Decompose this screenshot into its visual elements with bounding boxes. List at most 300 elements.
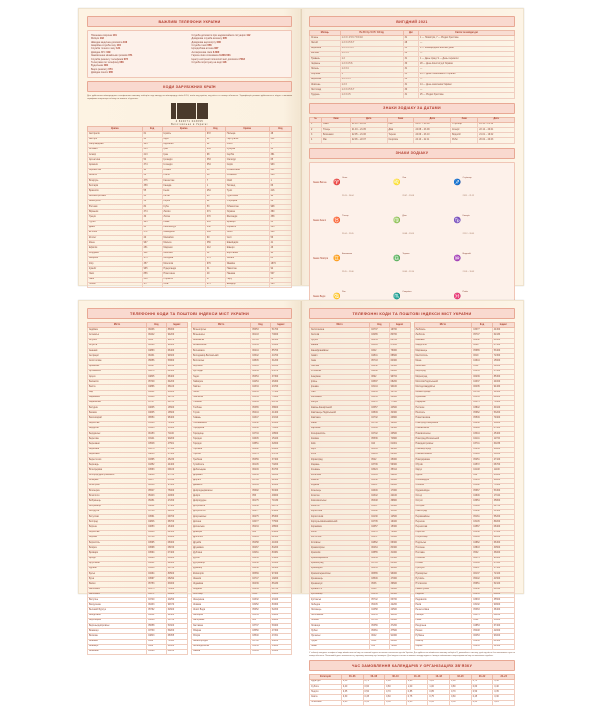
table-cell: 03357 [370,406,389,411]
zodiac-sign [333,165,390,201]
table-cell: 28 [403,41,418,46]
barcode-number: 4 820071 023695 [175,120,204,124]
table-cell: Армéнія [88,163,143,168]
phone-entry: Служба точного часу 121 [91,47,121,51]
table-cell: Почаїв [414,561,472,566]
table-cell: 42200 [389,603,410,608]
table-cell: 63700 [389,598,410,603]
table-cell: 09700 [166,515,187,520]
table-cell: 08200 [389,380,410,385]
table-cell: Керч [310,447,370,452]
table-cell: 44500 [389,406,410,411]
zodiac-sign-dates: 22.05 – 21.06 [341,271,354,274]
table-cell: 89200 [492,520,514,525]
table-cell: — [418,88,514,93]
table-cell: 37400 [270,457,291,462]
table-cell: 1,00 [406,685,428,690]
table-cell: Дрогобич [192,535,251,540]
table-cell: 05234 [251,525,271,530]
table-cell: Вендичани [88,613,147,618]
table-cell: 1 — Новий рік, 7 — Різдво Христове [418,36,514,41]
table-cell: 94200 [166,333,187,338]
table-cell: 81400 [492,639,514,644]
table-cell: 04867 [370,483,389,488]
table-cell: 359 [142,184,162,189]
column-header: Країна [225,127,269,132]
table-cell: Марокко [162,246,205,251]
table-cell: 31000 [389,551,410,556]
banner-tariff: ЧАС ЗАМОВЛЕННЯ КАЛЕНДАРІВ У ОРГАНІЗАЦІЯХ ЗВ'ЯЗКУ [309,660,515,671]
table-cell: Македонія [162,230,205,235]
table-cell: 12500 [389,515,410,520]
table-cell: 08600 [166,592,187,597]
column-header: Індекс [389,323,410,328]
table-cell: 99702 [389,374,410,379]
table-cell: 1 2 3 4 [340,51,403,56]
table-cell: 08292 [166,577,187,582]
table-cell: Алушта [88,343,147,348]
calendar-table [309,30,515,98]
table-cell: 19100 [492,390,514,395]
table-cell: 41000 [270,540,291,545]
table-cell: 0564 [370,587,389,592]
table-cell: 375 [142,179,162,184]
table-cell: 7 [269,142,291,147]
table-cell: Баранівка [88,395,147,400]
table-cell: 17044 [492,494,514,499]
table-cell: 44700 [270,354,291,359]
table-cell: 0619 [472,354,492,359]
zodiac-sign-text [463,241,475,277]
banner-city-codes-right: ТЕЛЕФОННІ КОДИ ТА ПОШТОВІ ІНДЕКСИ МІСТ УКРАЇНИ [309,308,515,319]
table-cell: 05662 [472,411,492,416]
table-cell: 044 [370,442,389,447]
table-cell: 25000 [389,457,410,462]
table-cell: 98676 [166,338,187,343]
table-cell: 05445 [370,603,389,608]
table-cell: Коростень [310,509,370,514]
table-cell: 04572 [472,463,492,468]
table-cell: 05693 [472,452,492,457]
table-cell: 06239 [370,556,389,561]
table-cell: 05743 [370,359,389,364]
city-table-b [191,322,292,655]
table-cell: Олександрія [414,478,472,483]
table-cell: Алжир [88,153,143,158]
table-cell: 0322 [147,639,167,644]
table-cell: Луганськ [310,634,370,639]
table-cell: 51600 [166,623,187,628]
table-cell: Глобине [192,406,251,411]
table-cell: Джанкой [192,483,251,488]
table-cell: Рівне [414,618,472,623]
table-cell: 41 [269,241,291,246]
table-cell: 04143 [147,426,167,431]
table-cell: 03550 [251,629,271,634]
table-row [88,282,292,287]
table-cell: 98500 [166,343,187,348]
table-cell: 995 [142,220,162,225]
table-cell: 04332 [251,598,271,603]
table-cell: 76000 [389,349,410,354]
table-cell: 82070 [270,504,291,509]
zodiac-sign-name: Терези [402,253,410,256]
table-cell: 44 [142,194,162,199]
table-cell: Острог [414,499,472,504]
phone-entry: Швидка медична допомога 103 [91,40,128,44]
table-cell: 1876 [269,262,291,267]
table-cell: 420 [269,230,291,235]
table-cell: 04597 [370,380,389,385]
table-cell: 06264 [370,546,389,551]
table-cell: 62433 [492,333,514,338]
table-cell: 1,25 [406,679,428,684]
table-cell: 51700 [270,328,291,333]
banner-important-phones: ВАЖЛИВІ ТЕЛЕФОНИ УКРАЇНИ [87,16,292,27]
table-cell: 05365 [251,406,271,411]
table-cell: 05667 [472,489,492,494]
table-cell: 78400 [492,400,514,405]
zodiac-sign-name: Близнюки [341,253,352,256]
table-cell: 05762 [147,608,167,613]
table-cell: 52 [205,251,225,256]
table-cell: 61 [142,132,162,137]
table-cell: 06296 [472,426,492,431]
table-cell: 05454 [147,566,167,571]
table-cell: 09230 [492,613,514,618]
table-cell: 05442 [472,577,492,582]
table-cell: 24.10 – 22.11 [414,138,451,143]
table-cell: Венесуела [88,199,143,204]
table-cell: 17500 [492,566,514,571]
table-cell: 85670 [270,369,291,374]
table-cell: 0522 [370,457,389,462]
table-cell: 04742 [370,432,389,437]
table-cell: Овруч [414,468,472,473]
table-cell: 59200 [166,629,187,634]
table-cell: 05346 [370,426,389,431]
table-cell: 08400 [492,525,514,530]
table-cell: 51700 [166,618,187,623]
table-cell: Сінгапур [225,158,269,163]
table-cell: Кременчук [310,582,370,587]
emergency-column-left [91,34,188,75]
table-cell: Індія [162,137,205,142]
table-cell: Литва [162,215,205,220]
table-cell: 75100 [492,483,514,488]
spread-top [78,8,524,301]
table-cell: Золочів [310,333,370,338]
table-cell: Дергачі [192,478,251,483]
table-cell: Одеса [414,473,472,478]
table-cell: 04736 [370,421,389,426]
table-cell: 998 [269,204,291,209]
table-cell: Городенка [192,426,251,431]
table-cell: 05361 [370,629,389,634]
table-cell: 83000 [270,530,291,535]
table-cell: Січень [310,36,341,41]
table-cell: 06236 [147,328,167,333]
table-cell: Еквадор [225,282,269,287]
table-cell: 03858 [251,566,271,571]
column-header: № [310,117,322,122]
table-cell: Ічня [310,390,370,395]
table-cell: Березівка [88,452,147,457]
table-cell: 03546 [370,577,389,582]
table-cell: 86782 [389,338,410,343]
table-cell: Дубно [192,556,251,561]
table-cell: Ірландія [162,158,205,163]
table-cell: 04841 [370,354,389,359]
table-cell: Кодима [310,483,370,488]
table-cell: Бахмач [88,411,147,416]
table-cell: 1,00 [450,679,472,684]
table-cell: 72100 [492,572,514,577]
table-cell: Лаос [88,272,143,277]
column-header: 22–24 [493,675,515,679]
table-cell: 66400 [166,349,187,354]
zodiac-sign-name: Скорпіон [402,291,412,294]
table-cell: 05745 [370,561,389,566]
zodiac-Терези-icon: ♎ [393,256,401,263]
table-cell: 0,75 [471,679,493,684]
zodiac-sign [454,241,511,277]
table-cell: 52200 [270,608,291,613]
table-cell: Травень [310,57,341,62]
table-cell: Борзна [88,525,147,530]
table-cell: 0532 [472,551,492,556]
table-cell: Іванофранківськ [310,349,370,354]
table-cell: Ковель [310,478,370,483]
table-cell: 06435 [472,385,492,390]
table-cell: 05536 [370,437,389,442]
table-cell: 0692 [370,374,389,379]
table-cell: Остер [414,494,472,499]
table-cell: Борова [88,535,147,540]
table-cell: 03265 [370,333,389,338]
table-cell: 04337 [472,380,492,385]
table-cell: 0,35 [471,700,493,705]
table-cell: Стрілець [451,122,478,127]
table-cell: Пирятин [414,530,472,535]
table-cell: 74900 [492,416,514,421]
table-cell: 62600 [166,608,187,613]
table-cell: 05348 [370,499,389,504]
table-cell: Алупка [88,338,147,343]
table-cell: 84300 [389,546,410,551]
table-cell: Ямайка [225,262,269,267]
table-cell: Шрі-Ланка [225,251,269,256]
table-cell: 0,65 [406,700,428,705]
table-cell: 37600 [492,369,514,374]
table-cell: П'ятихатки [414,582,472,587]
table-cell: 973 [142,256,162,261]
table-cell: Йорданія [88,251,143,256]
table-cell: Решетилівка [414,608,472,613]
table-cell: 0,75 [363,679,385,684]
table-cell: Житомир [192,592,251,597]
table-cell: 31 [403,36,418,41]
column-header: Код [370,323,389,328]
zodiac-sign-text [463,165,474,201]
table-cell: Василівка [88,592,147,597]
zodiac-sign-dates: 24.09 – 23.10 [402,271,414,274]
column-header: Код [251,323,271,328]
table-cell: 05747 [472,333,492,338]
table-cell: 31 [403,72,418,77]
table-cell: Вилкове [88,634,147,639]
table-cell: 03144 [370,385,389,390]
column-header: Код [142,127,162,132]
table-cell: 1 [205,184,225,189]
table-cell: 03548 [147,442,167,447]
table-cell: 05252 [251,421,271,426]
table-cell: 05745 [370,618,389,623]
table-cell: Гадяч [192,374,251,379]
table-cell: 0629 [472,343,492,348]
table-cell: 71100 [166,432,187,437]
table-cell: 0,35 [363,700,385,705]
table-cell: 37300 [270,374,291,379]
table-cell: 0,65 [428,700,450,705]
table-cell: 46 [269,246,291,251]
phone-entry: Служба ремонту телефонів 073 [91,57,128,61]
table-cell: 21.03 – 20.04 [350,122,387,127]
table-cell: 04573 [472,613,492,618]
table-cell: 351 [269,137,291,142]
table-cell: 24400 [166,463,187,468]
table-cell: Городище [192,432,251,437]
banner-country-codes: КОДИ ЗАРУБІЖНИХ КРАЇН [87,81,292,92]
table-cell: 38100 [270,649,291,654]
table-cell: 04595 [147,540,167,545]
table-cell: 21000 [166,644,187,649]
table-cell: Комсомольськ [310,499,370,504]
table-cell: ОАЕ [162,282,205,287]
table-cell: 03365 [147,457,167,462]
table-cell: Чехія [225,230,269,235]
table-cell: Богуслав [88,515,147,520]
phone-entry: Телеграми по телефону 066 [91,60,124,64]
table-cell: 05656 [147,359,167,364]
city-column-b [191,322,292,655]
table-cell: 05547 [147,489,167,494]
table-cell: Долинська [192,525,251,530]
table-cell: 0,60 [471,685,493,690]
table-cell: Ананьїв [88,349,147,354]
table-cell: 45700 [270,452,291,457]
country-codes-intro: Для здійснення міжнародного телефонного виклику наберіть код виходу на міжнародну лінію 8-10, потім код країни, код міста та номер абонента. Тарифікація розмов здійснюється згідно з чинними тарифами оператора зв'язку на момент з'єднання. [87,95,292,101]
table-cell: Бережани [88,442,147,447]
table-cell: 25 — Різдво Христове [418,93,514,98]
table-cell: Подільськ [414,540,472,545]
table-cell: 23100 [270,598,291,603]
zodiac-Овен-icon: ♈ [333,180,341,187]
table-cell: 66300 [492,540,514,545]
table-cell: 05534 [251,395,271,400]
table-cell: Жовті Води [192,608,251,613]
table-cell: Могилів-Подільський [414,380,472,385]
table-cell: Індонезія [162,142,205,147]
city-table-d [414,322,516,650]
table-cell: 22.05 – 21.06 [350,133,387,138]
table-cell: 372 [142,230,162,235]
table-cell: Новодністровськ [414,442,472,447]
table-cell: 04591 [370,343,389,348]
table-cell: Румунія [225,147,269,152]
table-cell: 41830 [270,364,291,369]
table-cell: Берислав [88,421,147,426]
table-cell: Вознесенськ [192,343,251,348]
table-cell: Білопілля [88,494,147,499]
column-header: Країна [88,127,143,132]
table-cell: 06561 [370,447,389,452]
table-cell: Вовчанськ [192,338,251,343]
table-cell: 03741 [472,442,492,447]
table-cell: Азербайджан [88,142,143,147]
table-cell: 05658 [147,623,167,628]
table-cell: 04254 [251,380,271,385]
table-cell: Деражня [192,473,251,478]
table-cell: 03236 [472,639,492,644]
table-cell: 94600 [166,354,187,359]
table-cell: 0,50 [471,690,493,695]
table-cell: 04347 [251,416,271,421]
table-cell: Бельгія [88,173,143,178]
table-cell: 84200 [270,546,291,551]
table-cell: 06277 [147,478,167,483]
table-cell: 03141 [147,437,167,442]
table-cell: 04862 [370,540,389,545]
table-cell: 53300 [492,489,514,494]
table-cell: 39 [205,173,225,178]
table-cell: 061 [251,618,271,623]
table-cell: Квітень [310,51,341,56]
table-cell: Ліван [162,220,205,225]
table-cell: 47025 [492,561,514,566]
zodiac-sign [393,203,450,239]
table-cell: Болгарія [88,184,143,189]
zodiac-Рак-icon: ♋ [333,294,341,301]
table-cell: 1 2 3 [340,82,403,87]
table-cell: Голованівськ [192,421,251,426]
phone-entry: Гаряча лінія споживача 0-800-501 [191,54,231,58]
table-cell: Збараж [192,629,251,634]
table-cell: Арциз [88,374,147,379]
table-cell: 41700 [166,566,187,571]
table-cell: 358 [269,215,291,220]
zodiac-sign-dates: 24.08 – 23.09 [402,233,414,236]
table-cell: 0412 [251,592,271,597]
table-cell: — [418,51,514,56]
table-cell: 38600 [270,406,291,411]
table-cell: Володимир-Волинський [192,354,251,359]
zodiac-sign-text [342,241,354,277]
column-header: Індекс [492,323,514,328]
table-cell: 30 [142,215,162,220]
phone-entry: Цілодобова аптека 067 [191,47,219,51]
zodiac-element-label: Знаки Повітря [313,258,329,261]
table-cell: Надвірна [414,400,472,405]
table-cell: 24400 [166,613,187,618]
block-emergency-numbers [87,30,292,78]
table-cell: 20200 [270,639,291,644]
table-cell: 64701 [166,400,187,405]
table-cell: 87600 [492,426,514,431]
zodiac-sign-dates: 21.04 – 21.05 [341,233,354,236]
table-cell: 0,30 [493,695,515,700]
table-cell: 11100 [492,468,514,473]
